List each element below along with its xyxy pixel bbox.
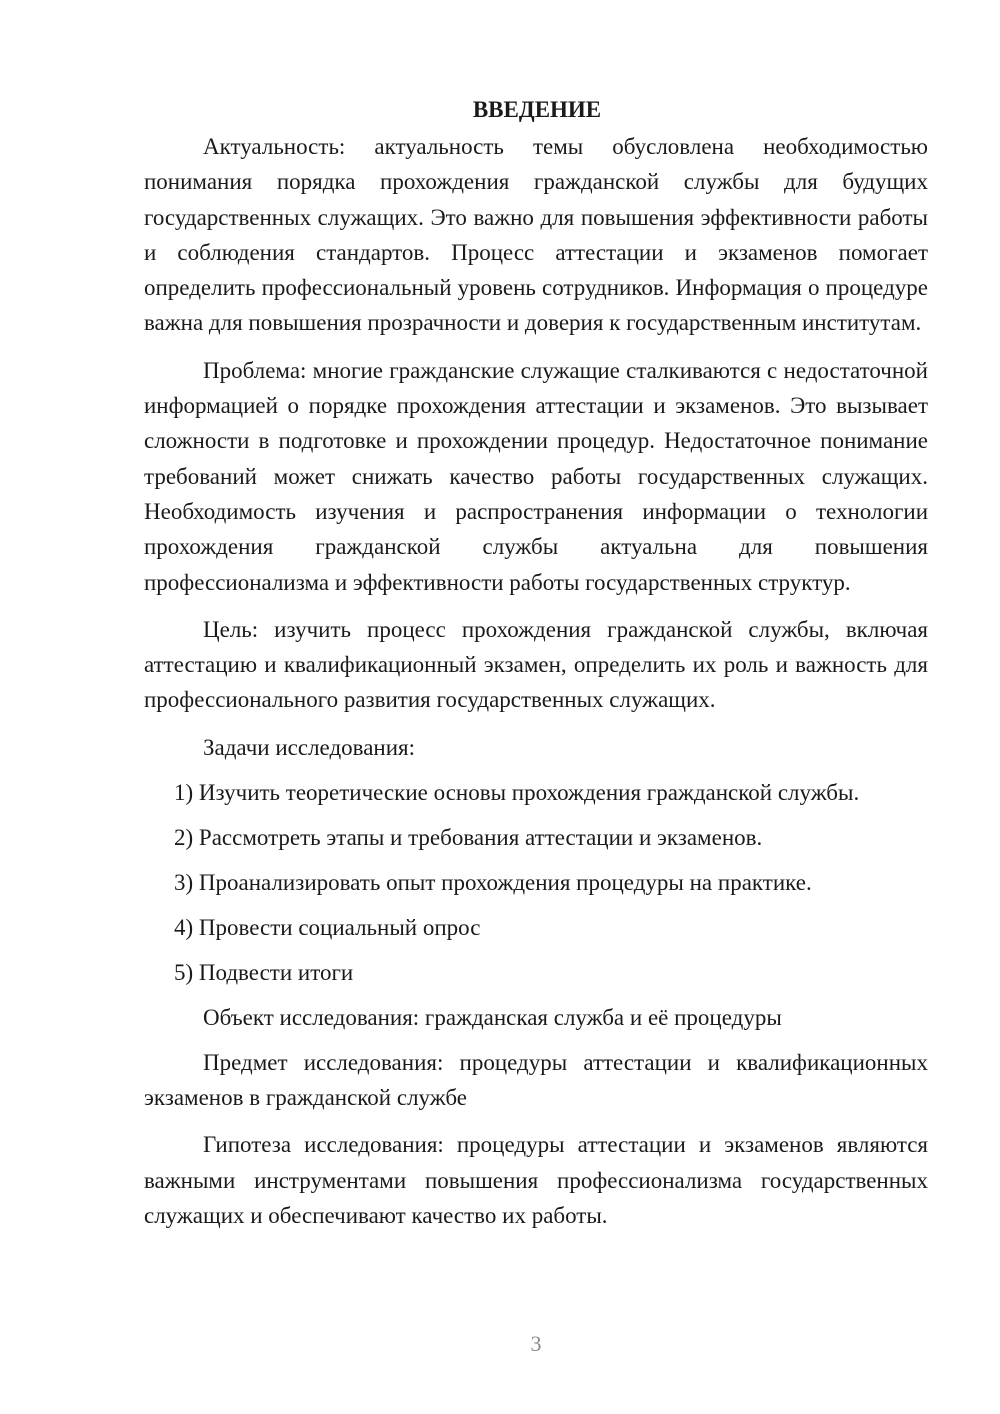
list-item: 3) Проанализировать опыт прохождения процедуры на практике. xyxy=(174,869,812,895)
list-item: 1) Изучить теоретические основы прохождения гражданской службы. xyxy=(174,779,860,805)
page-title: ВВЕДЕНИЕ xyxy=(472,97,602,122)
list-item: 2) Рассмотреть этапы и требования аттестации и экзаменов. xyxy=(174,824,763,850)
paragraph-problem: Проблема: многие гражданские служащие сталкиваются с недостаточной информацией о порядке прохождения аттестации и экзаменов. Это вызывает сложности в подготовке и прохождении процедур. Недостаточное понимание требований может снижать качество работы государственных служащих. Необходимость изучения и распространения информации о технологии прохождения гражданской службы актуальна для повышения профессионализма и эффективности работы государственных структур. xyxy=(144,357,928,595)
paragraph-hypothesis: Гипотеза исследования: процедуры аттестации и экзаменов являются важными инструментами повышения профессионализма государственных служащих и обеспечивают качество их работы. xyxy=(144,1132,928,1228)
tasks-heading: Задачи исследования: xyxy=(203,734,416,760)
tasks-list xyxy=(144,775,928,990)
paragraph-goal: Цель: изучить процесс прохождения гражданской службы, включая аттестацию и квалификационный экзамен, определить их роль и важность для профессионального развития государственных служащих. xyxy=(144,616,928,713)
list-item: 4) Провести социальный опрос xyxy=(174,914,481,940)
paragraph-object: Объект исследования: гражданская служба и её процедуры xyxy=(203,1004,782,1030)
paragraph-subject: Предмет исследования: процедуры аттестации и квалификационных экзаменов в гражданской службе xyxy=(144,1049,928,1111)
paragraph-relevance: Актуальность: актуальность темы обусловлена необходимостью понимания порядка прохождения гражданской службы для будущих государственных служащих. Это важно для повышения эффективности работы и соблюдения стандартов. Процесс аттестации и экзаменов помогает определить профессиональный уровень сотрудников. Информация о процедуре важна для повышения прозрачности и доверия к государственным институтам. xyxy=(144,134,928,336)
document-page xyxy=(144,92,928,1245)
list-item: 5) Подвести итоги xyxy=(174,959,354,985)
page-number: 3 xyxy=(530,1331,542,1356)
